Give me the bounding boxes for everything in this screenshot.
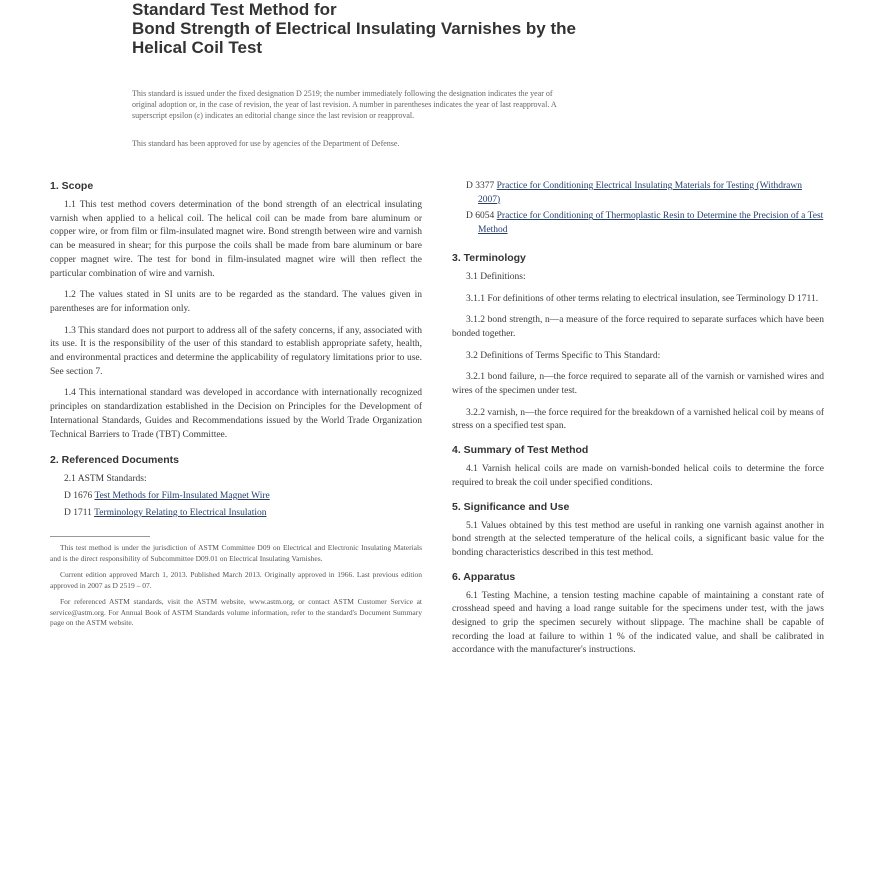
paragraph-1-2: 1.2 The values stated in SI units are to be regarded as the standard. The values given in parentheses are for information only. (50, 290, 422, 314)
document-title (132, 0, 732, 57)
left-column (50, 180, 422, 635)
paragraph-4-1: 4.1 Varnish helical coils are made on varnish-bonded helical coils to determine the force required to break the coil under specified conditions. (452, 464, 824, 488)
ref-prefix: D 6054 (466, 211, 497, 222)
ref-prefix: D 1711 (64, 507, 95, 518)
title-line: Helical Coil Test (132, 38, 263, 57)
section-heading-referenced-documents: 2. Referenced Documents (50, 454, 179, 467)
ref-link[interactable]: Terminology Relating to Electrical Insulation (94, 507, 267, 518)
ref-prefix: D 1676 (64, 490, 95, 501)
section-heading-terminology: 3. Terminology (452, 251, 526, 264)
ref-item (50, 507, 422, 521)
title-line: Standard Test Method for (132, 0, 337, 19)
ref-prefix: 2.1 ASTM Standards: (64, 474, 147, 485)
footnote: This test method is under the jurisdiction of ASTM Committee D09 on Electrical and Electronic Insulating Materials and is the direct responsibility of Subcommittee D09.01 on Electrical Insulating Varnishes. (50, 543, 422, 563)
section-heading-summary: 4. Summary of Test Method (452, 444, 589, 457)
ref-item (452, 210, 824, 237)
paragraph-6-1: 6.1 Testing Machine, a tension testing machine capable of maintaining a constant rate of crosshead speed and having a load range suitable for the specimens under test, with the jaws designed to grip the specimen securely without slippage. The machine shall be capable of recording the load at failure to within 1 % of the indicated value, and shall be calibrated in accordance with the manufacturer's instructions. (452, 590, 824, 656)
paragraph-3-2-2: 3.2.2 varnish, n—the force required for the breakdown of a varnished helical coil by means of stress on a specified test span. (452, 407, 824, 432)
section-heading-scope: 1. Scope (50, 180, 94, 192)
paragraph-1-1: 1.1 This test method covers determination of the bond strength of an electrical insulating varnish when applied to a helical coil. The helical coil can be made from bare aluminum or copper wire, or from film or film-insulated magnet wire. Bond strength between wire and varnish can be measured in shear; for this purpose the coils shall be made from bare aluminum or bare copper magnet wire. The test for bond in film-insulated magnet wire will then reflect the particular combination of wire and varnish. (50, 200, 422, 279)
notice-line: This standard is issued under the fixed designation D 2519; the number immediately following the designation indicates the year of (132, 89, 553, 98)
section-heading-apparatus: 6. Apparatus (452, 570, 516, 583)
paragraph-3-1: 3.1 Definitions: (466, 271, 526, 282)
paragraph-3-1-1: 3.1.1 For definitions of other terms relating to electrical insulation, see Terminology D 1711. (466, 293, 819, 304)
ref-item (50, 490, 422, 504)
paragraph-3-2: 3.2 Definitions of Terms Specific to This Standard: (466, 350, 661, 361)
paragraph-5-1: 5.1 Values obtained by this test method are useful in ranking one varnish against another in bond strength at the selected temperature of the helical coils, a significant basic value for the bonding characteristics described in this test method. (452, 520, 824, 558)
footnote-divider (50, 536, 150, 537)
ref-link[interactable]: Test Methods for Film-Insulated Magnet Wire (94, 490, 270, 501)
ref-link[interactable]: Practice for Conditioning of Thermoplastic Resin to Determine the Precision of a Test Method (478, 211, 824, 236)
title-line: Bond Strength of Electrical Insulating Varnishes by the (132, 19, 576, 38)
dod-approval-note: This standard has been approved for use by agencies of the Department of Defense. (132, 139, 400, 148)
designation-notice (132, 88, 744, 121)
ref-item (50, 473, 422, 487)
paragraph-3-1-2: 3.1.2 bond strength, n—a measure of the force required to separate surfaces which have been bonded together. (452, 315, 824, 339)
notice-line: original adoption or, in the case of revision, the year of last revision. A number in parentheses indicates the year of last reapproval. A (132, 100, 557, 109)
notice-line: superscript epsilon (ε) indicates an editorial change since the last revision or reapproval. (132, 111, 415, 120)
right-column (452, 180, 824, 666)
paragraph-1-4: 1.4 This international standard was developed in accordance with internationally recognized principles on standardization established in the Decision on Principles for the Development of International Standards, Guides and Recommendations issued by the World Trade Organization Technical Barriers to Trade (TBT) Committee. (50, 388, 422, 440)
ref-item (452, 180, 824, 207)
ref-prefix: D 3377 (466, 181, 497, 191)
section-heading-significance: 5. Significance and Use (452, 500, 570, 513)
ref-link[interactable]: Practice for Conditioning Electrical Insulating Materials for Testing (Withdrawn 2007) (478, 181, 802, 205)
footnote: For referenced ASTM standards, visit the ASTM website, www.astm.org, or contact ASTM Customer Service at service@astm.org. For Annual Book of ASTM Standards volume information, refer to the standard's Document Summary page on the ASTM website. (50, 597, 422, 628)
footnote: Current edition approved March 1, 2013. Published March 2013. Originally approved in 1966. Last previous edition approved in 2007 as D 2519 – 07. (50, 570, 422, 590)
paragraph-3-2-1: 3.2.1 bond failure, n—the force required to separate all of the varnish or varnished wires and wires of the specimen under test. (452, 372, 824, 397)
paragraph-1-3: 1.3 This standard does not purport to address all of the safety concerns, if any, associated with its use. It is the responsibility of the user of this standard to establish appropriate safety, health, and environmental practices and determine the applicability of regulatory limitations prior to use. See section 7. (50, 325, 422, 377)
